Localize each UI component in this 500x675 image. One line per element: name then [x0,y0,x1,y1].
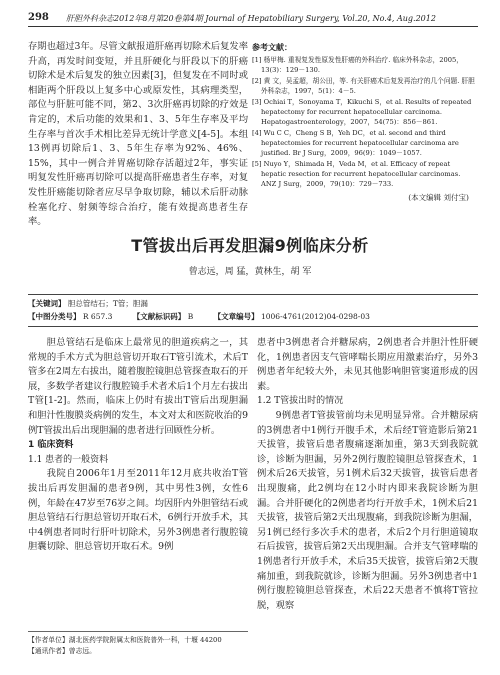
meta-bottom-rule [28,326,478,327]
reference-item: [4] Wu C C，Cheng S B，Yeh DC，et al. second and third hepatectomies for recurrent hepatocellular carcinoma are justified. Br J Surg，2009，96(9)：1049－1057. [252,129,459,157]
doc-code-value: B [187,311,194,321]
subsection-heading: 1.2 T管拔出时的情况 [257,396,344,407]
prev-article-text: 存期也超过3年。尽管文献报道肝癌再切除术后复发率升高，再发时间变短，并且肝硬化与肝段以下的肝癌切除术是术后复发的独立因素[3]，但复发在不同时或相距两个肝段以上复多中心或原发性，其病理类型，部位与肝脏可能不同，第2、3次肝癌再切除的疗效是肯定的，术后功能的效果和1、3、5年生存率及平均生存率与首次手术相比差异无统计学意义[4-5]。本组13例再切除后1、3、5年生存率为92%、46%、15%，其中一例合并胃癌切除存活超过2年，事实证明复发性肝癌再切除可以提高肝癌患者生存率，对复发性肝癌能切除者应尽早争取切除，辅以术后肝动脉栓塞化疗、射频等综合治疗，能有效提高患者生存率。 [28,41,248,228]
corresponding-author: 【通讯作者】曾志远。 [28,646,96,655]
running-header [28,12,478,27]
section-heading: 1 临床资料 [28,440,74,451]
clc-value: R 657.3 [82,311,113,321]
editor-note: (本文编辑 刘付宝) [408,193,469,202]
intro-paragraph: 胆总管结石是临床上最常见的胆道疾病之一，其常规的手术方式为胆总管切开取石T管引流术，术后T管多在2周左右拔出，随着腹腔镜胆总管探查取石的开展，多数学者建议行腹腔镜手术者术后1个月左右拔出T管[1-2]。然而，临床上仍时有拔出T管后出现胆漏和胆汁性腹膜炎病例的发生，本文对太和医院收治的9例T管拔出后出现胆漏的患者进行回顾性分析。 [28,337,248,436]
author-unit: 【作者单位】湖北医药学院附属太和医院普外一科，十堰 44200 [28,636,222,644]
body-paragraph: 患者中3例患者合并糖尿病，2例患者合并胆汁性肝硬化，1例患者因支气管哮喘长期应用激素治疗，另外3例患者年纪较大外，未见其他影响胆管窦道形成的因素。 [257,337,478,392]
references-title: 参考文献： [252,42,292,52]
reference-item: [5] Nuyo Y，Shimada H，Veda M，et al. Efficacy of repeat hepatic resection for recurrent hepatocellular carcinomas. ANZ J Surg，2009，79(10)：729－733. [252,160,461,188]
clc-label: 【中图分类号】 [28,311,81,321]
keywords: 胆总管结石；T管；胆漏 [67,299,148,308]
article-meta [28,298,478,323]
footnote [28,631,248,656]
keywords-label: 【关键词】 [28,299,66,308]
article-no-label: 【文章编号】 [213,311,259,321]
body-paragraph: 我院自2006年1月至2011年12月底共收治T管拔出后再发胆漏的患者9例，其中男性3例，女性6例，年龄在47岁至76岁之间。均因肝内外胆管结石或胆总管结石行胆总管切开取石术，6例行开放手术，其中4例患者同时行肝叶切除术，另外3例患者行腹腔镜胆囊切除、胆总管切开取石术。9例 [28,468,248,553]
body-right-column [257,336,478,613]
subsection-heading: 1.1 患者的一般资料 [28,454,109,465]
reference-item: [2] 黄 文，吴孟超，胡公田，等. 有关肝癌术后复发再治疗的几个问题. 肝胆外科杂志，1997，5(1)：4－5. [252,77,475,95]
body-paragraph: 9例患者T管拔管前均未见明显异常。合并糖尿病的3例患者中1例行开腹手术，术后经T管造影后第21天拔管，拔管后患者腹痛逐渐加重，第3天到我院就诊，诊断为胆漏，另外2例行腹腔镜胆总管探查术，1例术后26天拔管，另1例术后32天拔管，拔管后患者出现腹痛，此2例均在12小时内即来我院诊断为胆漏。合并肝硬化的2例患者均行开放手术，1例术后21天拔管，拔管后第2天出现腹痛，到我院诊断为胆漏，另1例已经行多次手术的患者，术后2个月行胆道镜取石后拔管，拔管后第2天出现胆漏。合并支气管哮喘的1例患者行开放手术，术后35天拔管，拔管后第2天腹痛加重，到我院就诊，诊断为胆漏。另外3例患者中1例行腹腔镜胆总管探查，术后22天患者不慎将T管拉脱，观察 [257,409,478,611]
keywords-line [28,298,478,311]
reference-item: [1] 杨甲梅. 重视复发性原发性肝癌的外科治疗. 临床外科杂志，2005，13(3)：129－130. [252,56,463,74]
reference-item: [3] Ochiai T，Sonoyama T，Kikuchi S，et al. Results of repeated hepatectomy for recurrent hepatocellular carcinoma. Hepatogastroenterology，2007，54(75)：856－861. [252,98,472,126]
journal-line: 肝胆外科杂志2012年8月第20卷第4期 Journal of Hepatobiliary Surgery, Vol.20, No.4, Aug.2012 [66,14,436,23]
body-left-column [28,336,248,555]
classification-line [28,311,478,324]
references [252,42,477,203]
doc-code-label: 【文献标识码】 [132,311,186,321]
meta-top-rule [28,294,478,295]
prev-article-tail [28,40,248,230]
article-title: T管拔出后再发胆漏9例临床分析 [131,236,369,255]
page-number: 298 [28,12,49,23]
article-authors: 曾志远，周 猛，黄林生，胡 军 [188,267,312,277]
article-no-value: 1006-4761(2012)04-0298-03 [260,311,370,321]
